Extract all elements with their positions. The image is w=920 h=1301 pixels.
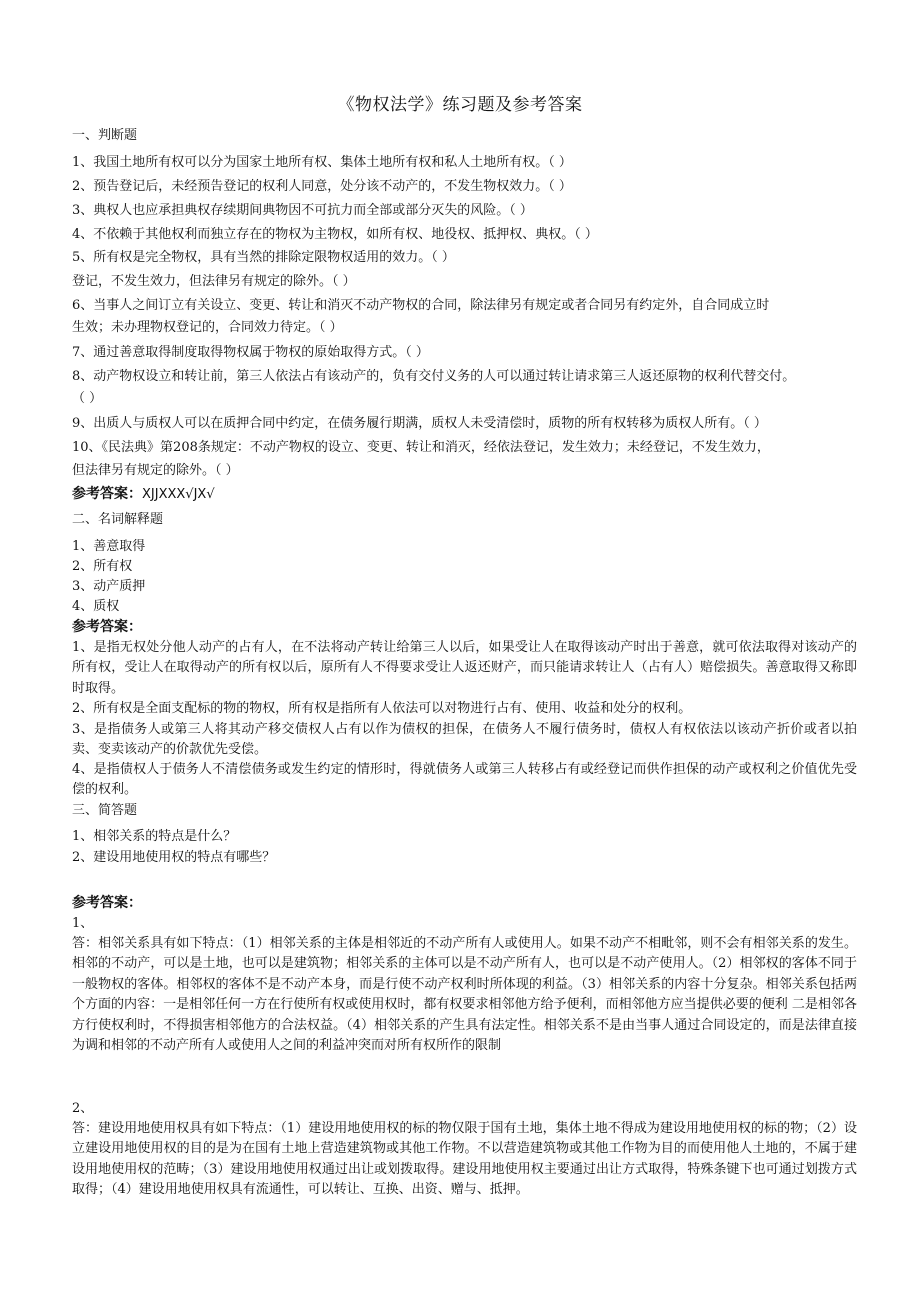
term-answer: 3、是指债务人或第三人将其动产移交债权人占有以作为债权的担保，在债务人不履行债务时，债权人有权依法以该动产折价或者以拍卖、变卖该动产的价款优先受偿。 <box>72 722 857 758</box>
section2-heading: 二、名词解释题 <box>72 512 164 527</box>
essay-answer: 答：相邻关系具有如下特点：（1）相邻关系的主体是相邻近的不动产所有人或使用人。如果不动产不相毗邻，则不会有相邻关系的发生。相邻的不动产，可以是土地，也可以是建筑物；相邻关系的主体可以是不动产所有人，也可以是不动产使用人。（2）相邻权的客体不同于一般物权的客体。相邻权的客体不是不动产本身，而是行使不动产权利时所体现的利益。（3）相邻关系的内容十分复杂。相邻关系包括两个方面的内容：一是相邻任何一方在行使所有权或使用权时，都有权要求相邻他方给予便利，而相邻他方应当提供必要的便利 二是相邻各方行使权利时，不得损害相邻他方的合法权益。（4）相邻关系的产生具有法定性。相邻关系不是由当事人通过合同设定的，而是法律直接为调和相邻的不动产所有人或使用人之间的利益冲突而对所有权所作的限制 <box>72 936 857 1054</box>
term-answer: 2、所有权是全面支配标的物的物权，所有权是指所有人依法可以对物进行占有、使用、收益和处分的权利。 <box>72 701 692 716</box>
question-item: 1、相邻关系的特点是什么？ <box>72 829 237 844</box>
judgment-item: 3、典权人也应承担典权存续期间典物因不可抗力而全部或部分灭失的风险。（ ） <box>72 203 533 218</box>
judgment-item: 8、动产物权设立和转让前，第三人依法占有该动产的，负有交付义务的人可以通过转让请求第三人返还原物的权利代替交付。 <box>72 369 796 384</box>
term-answer: 4、是指债权人于债务人不清偿债务或发生约定的情形时，得就债务人或第三人转移占有或经登记而供作担保的动产或权利之价值优先受偿的权利。 <box>72 762 857 798</box>
judgment-item: 6、当事人之间订立有关设立、变更、转让和消灭不动产物权的合同，除法律另有规定或者合同另有约定外，自合同成立时 <box>72 298 770 313</box>
term-item: 1、善意取得 <box>72 539 146 554</box>
answer-number: 2、 <box>72 1101 94 1116</box>
term-item: 4、质权 <box>72 599 120 614</box>
section3-answer-label: 参考答案： <box>72 895 142 911</box>
judgment-item: 生效；未办理物权登记的，合同效力待定。（ ） <box>72 320 343 335</box>
document-title: 《物权法学》练习题及参考答案 <box>337 95 583 115</box>
essay-answer: 答：建设用地使用权具有如下特点：（1）建设用地使用权的标的物仅限于国有土地，集体土地不得成为建设用地使用权的标的物；（2）设立建设用地使用权的目的是为在国有土地上营造建筑物或其他工作物。不以营造建筑物或其他工作物为目的而使用他人土地的，不属于建设用地使用权的范畴；（3）建设用地使用权通过出让或划拨取得。建设用地使用权主要通过出让方式取得，特殊条键下也可通过划拨方式取得；（4）建设用地使用权具有流通性，可以转让、互换、出资、赠与、抵押。 <box>72 1121 857 1198</box>
judgment-item: （ ） <box>72 391 103 406</box>
judgment-item: 但法律另有规定的除外。（ ） <box>72 463 239 478</box>
answer-label: 参考答案： <box>72 486 142 502</box>
answer-number: 1、 <box>72 916 94 931</box>
section1-answer <box>72 484 215 505</box>
judgment-item: 2、预告登记后，未经预告登记的权利人同意，处分该不动产的，不发生物权效力。（ ） <box>72 179 572 194</box>
section2-answer-label: 参考答案： <box>72 619 142 635</box>
judgment-item: 5、所有权是完全物权，具有当然的排除定限物权适用的效力。（ ） <box>72 250 455 265</box>
judgment-item: 4、不依赖于其他权利而独立存在的物权为主物权，如所有权、地役权、抵押权、典权。（ ） <box>72 227 598 242</box>
section3-heading: 三、简答题 <box>72 803 138 818</box>
question-item: 2、建设用地使用权的特点有哪些？ <box>72 850 276 865</box>
answer-value: XJJXXX√JX√ <box>142 487 215 502</box>
judgment-item: 10、《民法典》第208条规定：不动产物权的设立、变更、转让和消灭，经依法登记，发生效力；未经登记，不发生效力， <box>72 440 770 455</box>
section1-heading: 一、判断题 <box>72 128 138 143</box>
term-item: 3、动产质押 <box>72 579 146 594</box>
judgment-item: 1、我国土地所有权可以分为国家土地所有权、集体土地所有权和私人土地所有权。（ ） <box>72 155 572 170</box>
judgment-item: 登记，不发生效力，但法律另有规定的除外。（ ） <box>72 274 356 289</box>
judgment-item: 9、出质人与质权人可以在质押合同中约定，在债务履行期满，质权人未受清偿时，质物的所有权转移为质权人所有。（ ） <box>72 416 767 431</box>
term-item: 2、所有权 <box>72 559 133 574</box>
term-answer: 1、是指无权处分他人动产的占有人，在不法将动产转让给第三人以后，如果受让人在取得该动产时出于善意，就可依法取得对该动产的所有权，受让人在取得动产的所有权以后，原所有人不得要求受让人返还财产，而只能请求转让人（占有人）赔偿损失。善意取得又称即时取得。 <box>72 640 857 696</box>
judgment-item: 7、通过善意取得制度取得物权属于物权的原始取得方式。（ ） <box>72 345 429 360</box>
